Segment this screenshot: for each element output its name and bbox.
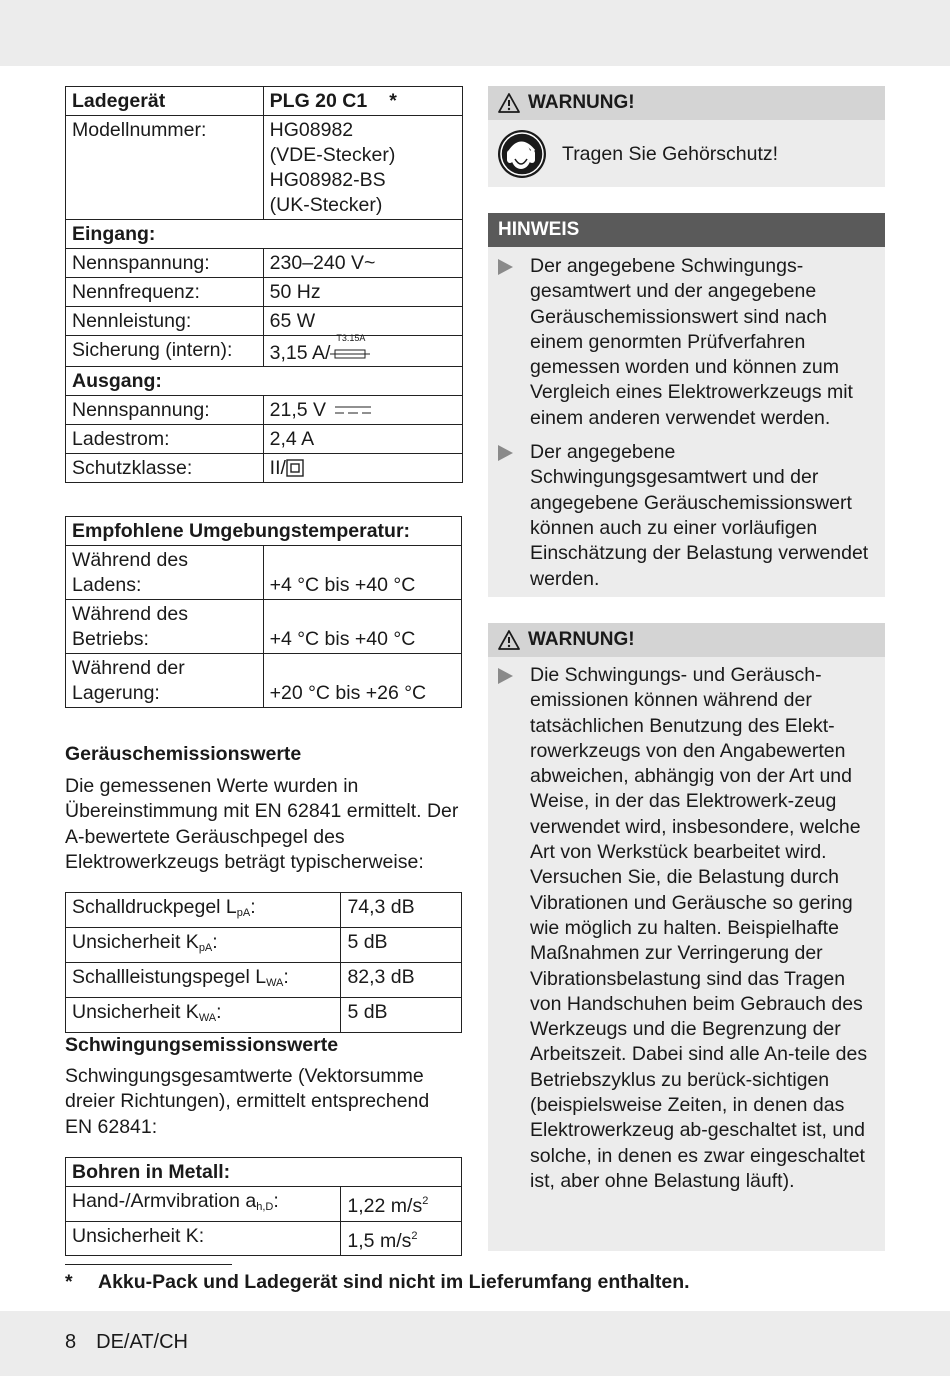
- temp-label: Ladens:: [72, 574, 142, 596]
- spec-value: 3,15 A/: [269, 342, 331, 364]
- vibration-table: [65, 1157, 462, 1256]
- hint-box: [488, 213, 885, 597]
- spec-value: 2,4 A: [263, 425, 462, 454]
- table-row: [66, 546, 462, 600]
- model-number-label: Modellnummer:: [66, 116, 264, 220]
- footnote-text: Akku-Pack und Ladegerät sind nicht im Lieferumfang enthalten.: [98, 1271, 690, 1293]
- table-row: [66, 654, 462, 708]
- temperature-heading: Empfohlene Umgebungstemperatur:: [66, 517, 462, 546]
- table-row: [66, 116, 463, 220]
- warning-bullet-text: Versuchen Sie, die Belastung durch Vibrationen und Geräusche so gering wie möglich zu halten. Beispielhafte Maßnahmen zur Verringerung der Vibrationsbelastung sind das Tragen von Handschuhen beim Gebrauch des Werkzeugs und die Begrenzung der Arbeitszeit. Dabei sind alle An-teile des Betriebszyklus zu berück-sichtigen (beispielsweise Zeiten, in denen das Elektrowerkzeug ab-geschaltet ist, und solche, in denen es zwar eingeschaltet ist, aber ohne Belastung läuft).: [530, 866, 868, 1192]
- temperature-table: [65, 516, 462, 708]
- fuse-symbol-icon: [330, 333, 370, 361]
- hint-bullet-text: Der angegebene Schwingungsgesamtwert und der angegebene Geräuschemissionswert können auch zu einer vorläufigen Einschätzung der Belastung verwendet werden.: [530, 441, 869, 590]
- spec-label: Nennspannung:: [66, 396, 264, 425]
- vibration-value: 1,22 m/s: [347, 1195, 423, 1217]
- spec-label: Nennfrequenz:: [66, 278, 264, 307]
- dc-symbol-icon: [335, 398, 371, 410]
- warning-title: WARNUNG!: [528, 629, 635, 650]
- table-row: [66, 220, 463, 249]
- warning-box-hearing: [488, 86, 885, 187]
- warning-triangle-icon: [498, 630, 520, 650]
- hint-bullet: [488, 440, 875, 592]
- table-row: [66, 1158, 462, 1187]
- table-row: [66, 1222, 462, 1256]
- warning-box-emissions: [488, 623, 885, 1251]
- table-row: [66, 893, 462, 928]
- vibration-table-heading: Bohren in Metall:: [66, 1158, 462, 1187]
- temp-label: Während der: [72, 657, 185, 679]
- fuse-rating-text: T3.15A: [336, 333, 366, 343]
- noise-value: 5 dB: [341, 928, 462, 963]
- spec-value: II/: [269, 457, 286, 479]
- table-row: [66, 1187, 462, 1222]
- warning-header: [488, 623, 885, 657]
- footnote: [65, 1271, 690, 1294]
- table-row: [66, 928, 462, 963]
- spec-label: Schutzklasse:: [66, 454, 264, 483]
- noise-table: [65, 892, 462, 1033]
- temp-label: Während des: [72, 549, 188, 571]
- table-row: [66, 336, 463, 367]
- noise-label: Unsicherheit K: [72, 1001, 199, 1023]
- table-row: [66, 963, 462, 998]
- temp-value: +4 °C bis +40 °C: [263, 546, 461, 600]
- vibration-exponent: 2: [422, 1195, 429, 1207]
- spec-label: Nennleistung:: [66, 307, 264, 336]
- table-row: [66, 998, 462, 1033]
- top-band: [0, 0, 950, 66]
- noise-label-colon: :: [216, 1001, 222, 1023]
- vibration-paragraph: Schwingungsgesamtwerte (Vektorsumme dreier Richtungen), ermittelt entsprechend EN 62841:: [65, 1065, 430, 1138]
- spec-value: 230–240 V~: [263, 249, 462, 278]
- noise-value: 74,3 dB: [341, 893, 462, 928]
- noise-label: Schalldruckpegel L: [72, 896, 237, 918]
- noise-label-sub: WA: [266, 977, 284, 989]
- warning-bullet: [488, 663, 875, 1194]
- spec-header-label: Ladegerät: [66, 87, 264, 116]
- spec-value: 21,5 V: [269, 399, 327, 421]
- charger-spec-table: [65, 86, 463, 483]
- asterisk-mark: *: [389, 90, 397, 112]
- spec-value: 65 W: [263, 307, 462, 336]
- table-row: [66, 278, 463, 307]
- noise-label-colon: :: [212, 931, 218, 953]
- hint-header: HINWEIS: [488, 213, 885, 247]
- table-row: [66, 396, 463, 425]
- noise-label-colon: :: [250, 896, 256, 918]
- hint-bullet: [488, 254, 865, 431]
- vibration-value: 1,5 m/s: [347, 1230, 412, 1252]
- locale-label: DE/AT/CH: [96, 1331, 188, 1353]
- noise-label-sub: pA: [236, 907, 251, 919]
- temp-value: +4 °C bis +40 °C: [263, 600, 461, 654]
- model-line: HG08982-BS: [269, 169, 386, 191]
- temp-value: +20 °C bis +26 °C: [263, 654, 461, 708]
- noise-label: Schallleistungspegel L: [72, 966, 267, 988]
- vibration-label-colon: :: [273, 1190, 279, 1212]
- model-line: (VDE-Stecker): [269, 144, 396, 166]
- noise-value: 5 dB: [341, 998, 462, 1033]
- warning-text: Tragen Sie Gehörschutz!: [562, 143, 779, 165]
- vibration-label: Hand-/Armvibration a: [72, 1190, 257, 1212]
- table-row: [66, 517, 462, 546]
- footnote-divider: [65, 1264, 232, 1265]
- hint-bullet-text: Der angegebene Schwingungs-gesamtwert und der angegebene Geräuschemissionswert sind nach einem genormten Prüfverfahren gemessen worden und können zum Vergleich eines Elektrowerkzeugs mit einem anderen verwendet werden.: [530, 255, 853, 429]
- ear-protection-icon: [497, 129, 547, 179]
- page-footer: [65, 1331, 208, 1354]
- table-row: [66, 249, 463, 278]
- spec-label: Sicherung (intern):: [66, 336, 264, 367]
- bullet-arrow-icon: [498, 668, 513, 684]
- model-line: (UK-Stecker): [269, 194, 383, 216]
- table-row: [66, 307, 463, 336]
- noise-heading: Geräuschemissionswerte: [65, 743, 302, 765]
- noise-value: 82,3 dB: [341, 963, 462, 998]
- warning-triangle-icon: [498, 93, 520, 113]
- table-row: [66, 367, 463, 396]
- temp-label: Lagerung:: [72, 682, 160, 704]
- footnote-mark: *: [65, 1271, 73, 1293]
- table-row: [66, 600, 462, 654]
- vibration-exponent: 2: [411, 1230, 418, 1242]
- input-heading: Eingang:: [66, 220, 463, 249]
- warning-header: [488, 86, 885, 120]
- noise-paragraph: Die gemessenen Werte wurden in Übereinstimmung mit EN 62841 ermittelt. Der A-bewertete Geräuschpegel des Elektrowerkzeugs beträgt typischerweise:: [65, 775, 459, 873]
- vibration-label: Unsicherheit K:: [66, 1222, 341, 1256]
- spec-value: 50 Hz: [263, 278, 462, 307]
- vibration-heading: Schwingungsemissionswerte: [65, 1034, 339, 1056]
- noise-label-colon: :: [283, 966, 289, 988]
- model-name: PLG 20 C1: [269, 90, 368, 112]
- warning-bullet-text: Die Schwingungs- und Geräusch-emissionen können während der tatsächlichen Benutzung des Elekt-rowerkzeugs von den Angabewerten abweichen, abhängig von der Art und Weise, in der das Elektrowerk-zeug verwendet wird, insbesondere, welche Art von Werkstück bearbeitet wird.: [530, 664, 861, 864]
- noise-label-sub: WA: [198, 1012, 217, 1024]
- temp-label: Betriebs:: [72, 628, 149, 650]
- protection-class-icon: [286, 459, 304, 477]
- noise-label-sub: pA: [198, 942, 213, 954]
- spec-label: Ladestrom:: [66, 425, 264, 454]
- bullet-arrow-icon: [498, 445, 513, 461]
- table-row: [66, 425, 463, 454]
- bullet-arrow-icon: [498, 259, 513, 275]
- warning-title: WARNUNG!: [528, 92, 635, 113]
- spec-label: Nennspannung:: [66, 249, 264, 278]
- model-line: HG08982: [269, 119, 354, 141]
- page-number: 8: [65, 1331, 77, 1353]
- output-heading: Ausgang:: [66, 367, 463, 396]
- table-row: [66, 454, 463, 483]
- noise-label: Unsicherheit K: [72, 931, 199, 953]
- vibration-label-sub: h,D: [256, 1201, 274, 1213]
- table-row: [66, 87, 463, 116]
- temp-label: Während des: [72, 603, 188, 625]
